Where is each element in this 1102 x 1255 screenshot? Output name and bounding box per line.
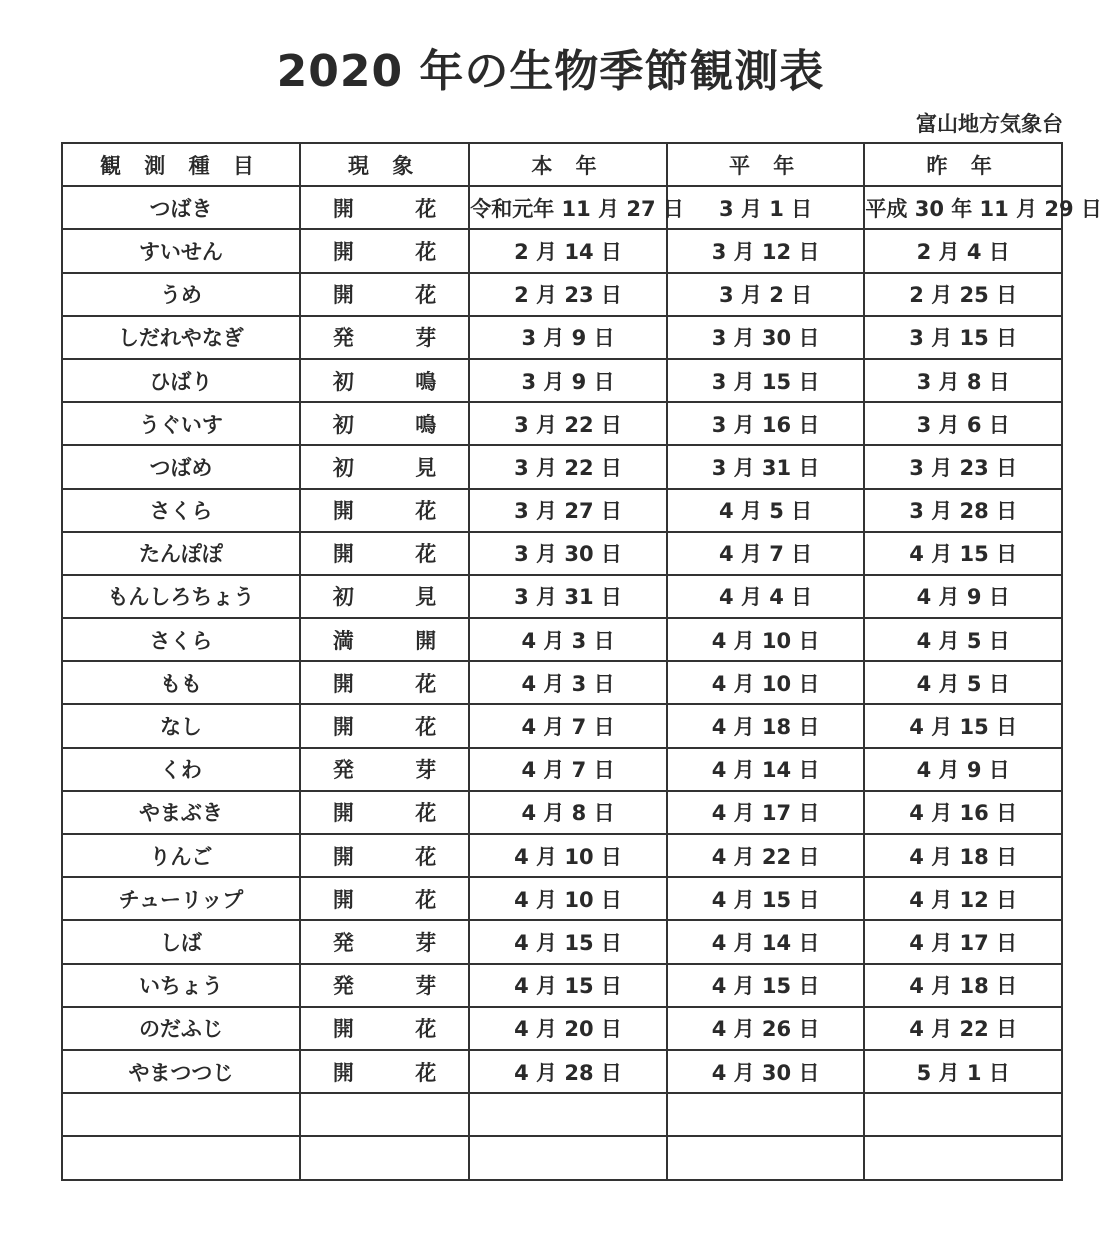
- cell-this-year: 4 月 15 日: [469, 964, 667, 1007]
- cell-species: チューリップ: [62, 877, 300, 920]
- cell-normal: 4 月 14 日: [667, 920, 865, 963]
- cell-normal: 3 月 30 日: [667, 316, 865, 359]
- cell-this-year: 3 月 31 日: [469, 575, 667, 618]
- cell-this-year: 4 月 10 日: [469, 834, 667, 877]
- phenomenon-char: 初: [332, 412, 354, 437]
- table-row: [62, 834, 1062, 877]
- table-row: [62, 661, 1062, 704]
- phenomenon-text: [301, 236, 468, 266]
- header-phenomenon: 現 象: [300, 143, 469, 186]
- table-row: [62, 575, 1062, 618]
- cell-normal: 4 月 5 日: [667, 489, 865, 532]
- cell-species: ひばり: [62, 359, 300, 402]
- cell-species: うぐいす: [62, 402, 300, 445]
- header-row: [62, 143, 1062, 186]
- table-row: [62, 618, 1062, 661]
- cell-this-year: 2 月 14 日: [469, 229, 667, 272]
- phenomenon-char: 発: [332, 326, 354, 351]
- cell-phenomenon: [300, 575, 469, 618]
- cell-this-year: 4 月 8 日: [469, 791, 667, 834]
- cell-phenomenon: [300, 661, 469, 704]
- phenomenon-char: 花: [415, 844, 437, 869]
- phenomenon-char: 花: [415, 887, 437, 912]
- table-row: [62, 273, 1062, 316]
- cell-phenomenon: [300, 1093, 469, 1136]
- phenomenon-char: 発: [332, 758, 354, 783]
- cell-phenomenon: [300, 877, 469, 920]
- cell-normal: 4 月 10 日: [667, 661, 865, 704]
- header-last-year: 昨 年: [864, 143, 1062, 186]
- table-row: [62, 532, 1062, 575]
- phenomenon-char: 花: [415, 283, 437, 308]
- table-row: [62, 748, 1062, 791]
- cell-this-year: 3 月 22 日: [469, 445, 667, 488]
- phenomenon-char: 発: [332, 974, 354, 999]
- table-row: [62, 1007, 1062, 1050]
- cell-normal: 3 月 16 日: [667, 402, 865, 445]
- cell-phenomenon: [300, 359, 469, 402]
- phenomenon-char: 発: [332, 930, 354, 955]
- table-row: [62, 489, 1062, 532]
- phenomenon-char: 開: [332, 844, 354, 869]
- cell-phenomenon: [300, 1007, 469, 1050]
- cell-species: すいせん: [62, 229, 300, 272]
- phenomenon-char: 開: [332, 671, 354, 696]
- table-row: [62, 402, 1062, 445]
- phenomenon-char: 開: [332, 1017, 354, 1042]
- cell-species: しば: [62, 920, 300, 963]
- phenomenon-char: 花: [415, 715, 437, 740]
- cell-last-year: 2 月 4 日: [864, 229, 1062, 272]
- table-row: [62, 316, 1062, 359]
- cell-last-year: 5 月 1 日: [864, 1050, 1062, 1093]
- cell-species: つばめ: [62, 445, 300, 488]
- cell-last-year: 4 月 9 日: [864, 575, 1062, 618]
- phenomenon-char: 鳴: [415, 412, 437, 437]
- cell-last-year: 4 月 9 日: [864, 748, 1062, 791]
- phenomenon-text: [301, 625, 468, 655]
- cell-this-year: 3 月 9 日: [469, 359, 667, 402]
- cell-normal: [667, 1093, 865, 1136]
- table-row: [62, 704, 1062, 747]
- cell-last-year: 4 月 16 日: [864, 791, 1062, 834]
- cell-phenomenon: [300, 1136, 469, 1179]
- cell-this-year: 令和元年 11 月 27 日: [469, 186, 667, 229]
- cell-species: しだれやなぎ: [62, 316, 300, 359]
- table-row: [62, 229, 1062, 272]
- phenomenon-text: [301, 279, 468, 309]
- phenomenon-text: [301, 841, 468, 871]
- phenomenon-text: [301, 797, 468, 827]
- cell-species: もんしろちょう: [62, 575, 300, 618]
- phenomenon-char: 開: [332, 196, 354, 221]
- cell-this-year: 4 月 3 日: [469, 618, 667, 661]
- phenomenon-char: 花: [415, 542, 437, 567]
- table-row: [62, 920, 1062, 963]
- cell-last-year: 3 月 15 日: [864, 316, 1062, 359]
- cell-last-year: 2 月 25 日: [864, 273, 1062, 316]
- cell-last-year: [864, 1093, 1062, 1136]
- cell-species: つばき: [62, 186, 300, 229]
- cell-phenomenon: [300, 704, 469, 747]
- cell-phenomenon: [300, 834, 469, 877]
- cell-normal: 3 月 1 日: [667, 186, 865, 229]
- cell-this-year: 2 月 23 日: [469, 273, 667, 316]
- phenomenon-text: [301, 754, 468, 784]
- cell-normal: 4 月 17 日: [667, 791, 865, 834]
- cell-phenomenon: [300, 1050, 469, 1093]
- table-row: [62, 1136, 1062, 1179]
- cell-this-year: 3 月 30 日: [469, 532, 667, 575]
- phenomenon-char: 開: [415, 628, 437, 653]
- cell-this-year: 4 月 15 日: [469, 920, 667, 963]
- cell-species: やまつつじ: [62, 1050, 300, 1093]
- cell-phenomenon: [300, 791, 469, 834]
- phenomenon-char: 見: [415, 585, 437, 610]
- cell-last-year: 3 月 28 日: [864, 489, 1062, 532]
- phenomenon-text: [301, 538, 468, 568]
- cell-this-year: [469, 1093, 667, 1136]
- cell-phenomenon: [300, 316, 469, 359]
- cell-this-year: 4 月 7 日: [469, 704, 667, 747]
- phenomenon-text: [301, 884, 468, 914]
- phenomenon-text: [301, 409, 468, 439]
- cell-last-year: 3 月 6 日: [864, 402, 1062, 445]
- cell-species: もも: [62, 661, 300, 704]
- cell-this-year: 3 月 9 日: [469, 316, 667, 359]
- page-title: 2020 年の生物季節観測表: [276, 46, 825, 97]
- table-row: [62, 186, 1062, 229]
- phenomenon-char: 初: [332, 369, 354, 394]
- table-row: [62, 1093, 1062, 1136]
- phenomenon-char: 花: [415, 801, 437, 826]
- phenomenon-char: 開: [332, 239, 354, 264]
- cell-normal: 3 月 31 日: [667, 445, 865, 488]
- cell-normal: 4 月 14 日: [667, 748, 865, 791]
- cell-normal: 4 月 7 日: [667, 532, 865, 575]
- cell-normal: 4 月 10 日: [667, 618, 865, 661]
- phenomenon-text: [301, 452, 468, 482]
- phenomenon-char: 開: [332, 283, 354, 308]
- cell-this-year: 4 月 10 日: [469, 877, 667, 920]
- cell-species: りんご: [62, 834, 300, 877]
- phenomenon-char: 花: [415, 1017, 437, 1042]
- cell-last-year: 平成 30 年 11 月 29 日: [864, 186, 1062, 229]
- cell-last-year: 4 月 22 日: [864, 1007, 1062, 1050]
- cell-species: くわ: [62, 748, 300, 791]
- cell-last-year: 4 月 18 日: [864, 964, 1062, 1007]
- phenomenon-char: 花: [415, 1060, 437, 1085]
- table-body: [62, 186, 1102, 1179]
- phenomenon-char: 花: [415, 239, 437, 264]
- table-row: [62, 445, 1062, 488]
- header-normal: 平 年: [667, 143, 865, 186]
- cell-last-year: 4 月 18 日: [864, 834, 1062, 877]
- cell-species: やまぶき: [62, 791, 300, 834]
- cell-normal: 4 月 15 日: [667, 964, 865, 1007]
- cell-last-year: 4 月 15 日: [864, 704, 1062, 747]
- cell-last-year: 3 月 23 日: [864, 445, 1062, 488]
- cell-last-year: 4 月 5 日: [864, 661, 1062, 704]
- cell-last-year: 4 月 17 日: [864, 920, 1062, 963]
- phenomenon-char: 開: [332, 801, 354, 826]
- cell-species: さくら: [62, 489, 300, 532]
- table-row: [62, 964, 1062, 1007]
- phenomenon-text: [301, 193, 468, 223]
- cell-normal: 4 月 15 日: [667, 877, 865, 920]
- phenomenon-text: [301, 927, 468, 957]
- cell-species: うめ: [62, 273, 300, 316]
- table-row: [62, 791, 1062, 834]
- phenomenon-text: [301, 711, 468, 741]
- header-species: 観 測 種 目: [62, 143, 300, 186]
- cell-species: [62, 1136, 300, 1179]
- cell-phenomenon: [300, 489, 469, 532]
- observation-table: [61, 142, 1102, 1181]
- cell-this-year: 4 月 20 日: [469, 1007, 667, 1050]
- phenomenon-char: 芽: [415, 974, 437, 999]
- phenomenon-text: [301, 1057, 468, 1087]
- cell-phenomenon: [300, 186, 469, 229]
- phenomenon-text: [301, 581, 468, 611]
- cell-this-year: 3 月 22 日: [469, 402, 667, 445]
- phenomenon-text: [301, 970, 468, 1000]
- phenomenon-char: 満: [332, 628, 354, 653]
- cell-this-year: 4 月 28 日: [469, 1050, 667, 1093]
- phenomenon-char: 開: [332, 1060, 354, 1085]
- phenomenon-char: 芽: [415, 930, 437, 955]
- phenomenon-char: 開: [332, 887, 354, 912]
- phenomenon-char: 花: [415, 499, 437, 524]
- cell-last-year: 4 月 5 日: [864, 618, 1062, 661]
- cell-normal: 3 月 12 日: [667, 229, 865, 272]
- cell-normal: 4 月 30 日: [667, 1050, 865, 1093]
- cell-last-year: [864, 1136, 1062, 1179]
- cell-species: いちょう: [62, 964, 300, 1007]
- phenomenon-char: 花: [415, 196, 437, 221]
- cell-species: さくら: [62, 618, 300, 661]
- cell-normal: 4 月 4 日: [667, 575, 865, 618]
- table-row: [62, 359, 1062, 402]
- table-row: [62, 877, 1062, 920]
- cell-normal: 4 月 22 日: [667, 834, 865, 877]
- cell-this-year: 4 月 3 日: [469, 661, 667, 704]
- cell-phenomenon: [300, 618, 469, 661]
- phenomenon-char: 開: [332, 715, 354, 740]
- phenomenon-char: 開: [332, 542, 354, 567]
- cell-species: たんぽぽ: [62, 532, 300, 575]
- cell-last-year: 4 月 15 日: [864, 532, 1062, 575]
- cell-last-year: 4 月 12 日: [864, 877, 1062, 920]
- cell-phenomenon: [300, 402, 469, 445]
- organization-name: 富山地方気象台: [916, 112, 1063, 136]
- phenomenon-char: 芽: [415, 758, 437, 783]
- cell-normal: 3 月 15 日: [667, 359, 865, 402]
- cell-normal: [667, 1136, 865, 1179]
- cell-phenomenon: [300, 532, 469, 575]
- cell-this-year: 3 月 27 日: [469, 489, 667, 532]
- phenomenon-char: 開: [332, 499, 354, 524]
- phenomenon-text: [301, 668, 468, 698]
- phenomenon-char: 見: [415, 455, 437, 480]
- cell-phenomenon: [300, 229, 469, 272]
- phenomenon-text: [301, 495, 468, 525]
- phenomenon-char: 花: [415, 671, 437, 696]
- phenomenon-char: 初: [332, 585, 354, 610]
- cell-last-year: 3 月 8 日: [864, 359, 1062, 402]
- cell-normal: 4 月 26 日: [667, 1007, 865, 1050]
- phenomenon-char: 初: [332, 455, 354, 480]
- cell-species: なし: [62, 704, 300, 747]
- cell-this-year: 4 月 7 日: [469, 748, 667, 791]
- cell-this-year: [469, 1136, 667, 1179]
- cell-species: のだふじ: [62, 1007, 300, 1050]
- phenomenon-text: [301, 366, 468, 396]
- phenomenon-text: [301, 322, 468, 352]
- phenomenon-char: 鳴: [415, 369, 437, 394]
- cell-phenomenon: [300, 964, 469, 1007]
- cell-species: [62, 1093, 300, 1136]
- table-row: [62, 1050, 1062, 1093]
- cell-phenomenon: [300, 748, 469, 791]
- cell-phenomenon: [300, 445, 469, 488]
- cell-normal: 3 月 2 日: [667, 273, 865, 316]
- phenomenon-char: 芽: [415, 326, 437, 351]
- phenomenon-text: [301, 1013, 468, 1043]
- cell-phenomenon: [300, 273, 469, 316]
- header-this-year: 本 年: [469, 143, 667, 186]
- cell-phenomenon: [300, 920, 469, 963]
- cell-normal: 4 月 18 日: [667, 704, 865, 747]
